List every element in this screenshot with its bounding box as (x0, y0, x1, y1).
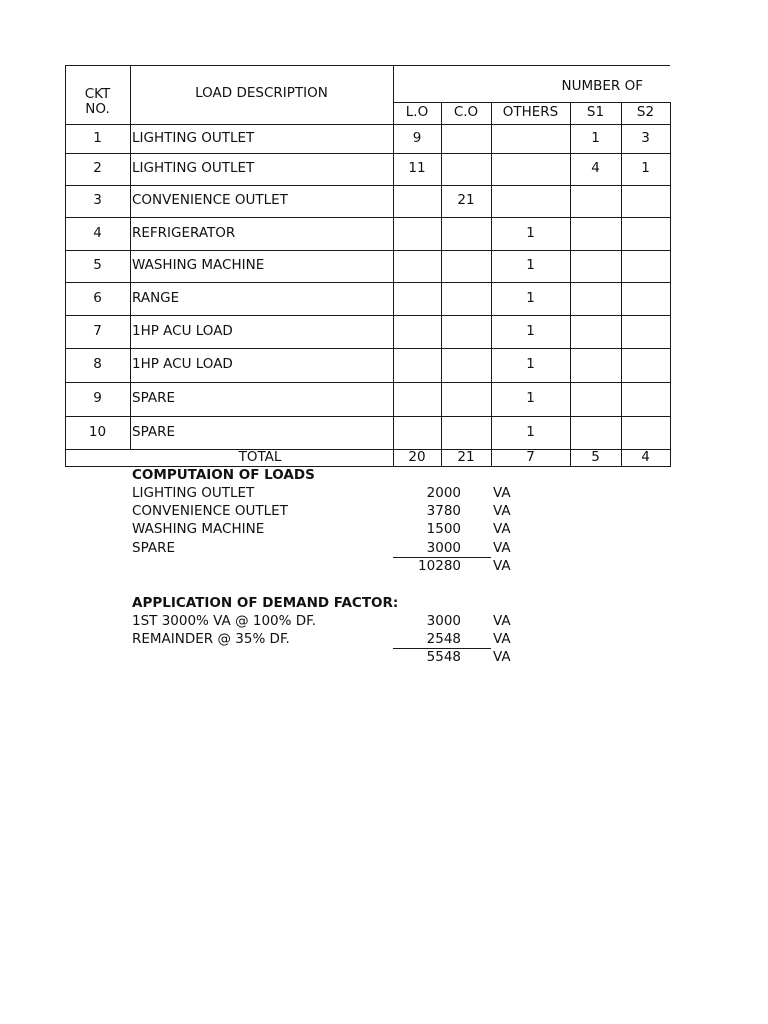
row-load-description: CONVENIENCE OUTLET (132, 192, 288, 209)
computation-item-label: LIGHTING OUTLET (132, 485, 255, 501)
row-others-count (491, 153, 570, 185)
row-s2-count (621, 185, 670, 217)
row-ckt-no: 3 (93, 192, 102, 209)
computation-item-value: 1500 (426, 521, 461, 538)
header-s2: S2 (636, 104, 655, 121)
computation-item-unit: VA (493, 485, 511, 501)
demand-item-unit: VA (493, 631, 511, 647)
row-s1-count (570, 282, 621, 315)
row-ckt-no: 10 (88, 423, 107, 440)
row-lo-count (393, 315, 441, 348)
row-s2-count (621, 348, 670, 382)
row-lo-count: 11 (408, 160, 426, 177)
row-lo-count (393, 185, 441, 217)
row-co-count (441, 153, 491, 185)
total-co: 21 (457, 448, 475, 465)
row-lo-count (393, 250, 441, 282)
row-lo-count (393, 217, 441, 250)
computation-item-value: 3000 (426, 539, 461, 556)
computation-title: COMPUTAION OF LOADS (132, 467, 315, 483)
row-co-count (441, 124, 491, 153)
total-lo: 20 (408, 448, 426, 465)
total-label: TOTAL (238, 448, 282, 465)
computation-item-label: SPARE (132, 539, 175, 556)
header-ckt-ckt-line1: CKT (84, 85, 111, 102)
row-s1-count (570, 348, 621, 382)
row-load-description: SPARE (132, 390, 175, 407)
row-co-count (441, 217, 491, 250)
computation-total-value: 10280 (418, 558, 461, 574)
row-ckt-no: 4 (93, 224, 102, 241)
row-others-count: 1 (526, 224, 535, 241)
row-s2-count: 1 (641, 160, 650, 177)
row-s2-count (621, 217, 670, 250)
row-others-count: 1 (526, 257, 535, 274)
row-lo-count (393, 348, 441, 382)
header-s1: S1 (586, 104, 605, 121)
row-others-count (491, 185, 570, 217)
row-ckt-no: 2 (93, 160, 102, 177)
row-others-count: 1 (526, 390, 535, 407)
demand-item-label: 1ST 3000% VA @ 100% DF. (132, 613, 317, 629)
row-others-count: 1 (526, 289, 535, 306)
computation-item-unit: VA (493, 503, 511, 520)
demand-total-value: 5548 (426, 649, 461, 665)
row-co-count: 21 (457, 192, 475, 209)
row-others-count: 1 (526, 356, 535, 373)
row-s1-count (570, 217, 621, 250)
row-load-description: RANGE (132, 289, 180, 306)
row-lo-count: 9 (412, 129, 422, 146)
row-load-description: 1HP ACU LOAD (132, 356, 233, 373)
header-ckt-ckt-line2: NO. (85, 100, 110, 117)
row-load-description: LIGHTING OUTLET (132, 160, 255, 177)
row-lo-count (393, 416, 441, 449)
row-load-description: LIGHTING OUTLET (132, 129, 255, 146)
row-co-count (441, 382, 491, 416)
row-co-count (441, 250, 491, 282)
row-co-count (441, 315, 491, 348)
row-s2-count (621, 382, 670, 416)
header-ckt-no (65, 65, 130, 124)
total-s2: 4 (641, 448, 650, 465)
row-ckt-no: 6 (93, 289, 102, 306)
row-s1-count (570, 315, 621, 348)
row-ckt-no: 5 (93, 257, 102, 274)
grid-line-vertical (670, 102, 671, 466)
computation-item-unit: VA (493, 539, 511, 556)
demand-item-unit: VA (493, 613, 511, 629)
row-others-count: 1 (526, 423, 535, 440)
computation-total-unit: VA (493, 558, 511, 574)
header-lo: L.O (405, 104, 429, 121)
demand-total-unit: VA (493, 649, 511, 665)
row-s2-count (621, 416, 670, 449)
demand-item-label: REMAINDER @ 35% DF. (132, 631, 290, 647)
header-co: C.O (453, 104, 479, 121)
row-s1-count (570, 185, 621, 217)
header-number-of: NUMBER OF (561, 78, 643, 95)
demand-item-value: 3000 (426, 613, 461, 629)
row-s1-count (570, 382, 621, 416)
row-s1-count: 4 (591, 160, 600, 177)
row-co-count (441, 348, 491, 382)
row-s2-count (621, 250, 670, 282)
row-s1-count (570, 416, 621, 449)
row-co-count (441, 416, 491, 449)
row-lo-count (393, 282, 441, 315)
row-lo-count (393, 382, 441, 416)
row-load-description: SPARE (132, 423, 175, 440)
row-s1-count: 1 (591, 129, 600, 146)
row-load-description: REFRIGERATOR (132, 224, 236, 241)
header-load-description: LOAD DESCRIPTION (195, 85, 328, 102)
row-others-count (491, 124, 570, 153)
total-s1: 5 (591, 448, 600, 465)
row-ckt-no: 7 (93, 322, 102, 339)
computation-item-unit: VA (493, 521, 511, 538)
demand-item-value: 2548 (426, 631, 461, 647)
row-load-description: 1HP ACU LOAD (132, 322, 233, 339)
row-others-count: 1 (526, 322, 535, 339)
computation-item-value: 3780 (426, 503, 461, 520)
total-others: 7 (526, 448, 535, 465)
row-co-count (441, 282, 491, 315)
row-s1-count (570, 250, 621, 282)
demand-title: APPLICATION OF DEMAND FACTOR: (132, 595, 399, 611)
computation-item-value: 2000 (426, 485, 461, 501)
row-load-description: WASHING MACHINE (132, 257, 265, 274)
header-others: OTHERS (502, 104, 559, 121)
row-ckt-no: 8 (93, 356, 102, 373)
computation-item-label: CONVENIENCE OUTLET (132, 503, 288, 520)
row-ckt-no: 9 (93, 390, 102, 407)
computation-item-label: WASHING MACHINE (132, 521, 265, 538)
row-s2-count (621, 315, 670, 348)
row-ckt-no: 1 (93, 129, 102, 146)
row-s2-count (621, 282, 670, 315)
row-s2-count: 3 (641, 129, 650, 146)
